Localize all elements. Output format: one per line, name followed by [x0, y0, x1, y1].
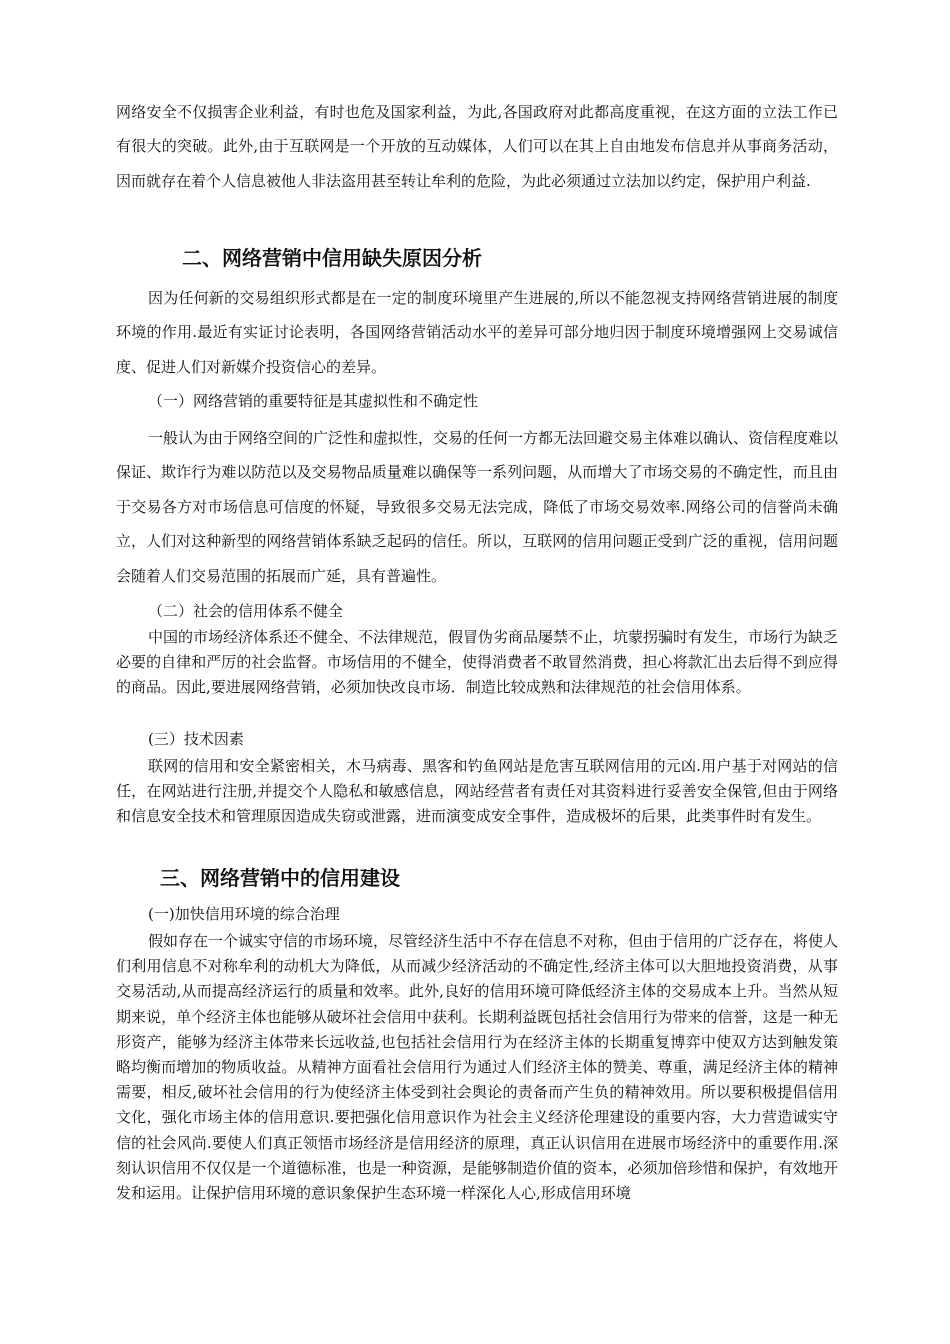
- subsection-2-3-title: (三）技术因素: [148, 730, 244, 748]
- subsection-2-1-title: （一）网络营销的重要特征是其虚拟性和不确定性: [148, 392, 479, 410]
- subsection-2-3-body: 联网的信用和安全紧密相关，木马病毒、黑客和钓鱼网站是危害互联网信用的元凶.用户基于对网站的信任，在网站进行注册,并提交个人隐私和敏感信息，网站经营者有责任对其资料进行妥善安全保管,但由于网络和信息安全技术和管理原因造成失窃或泄露，进而演变成安全事件，造成极坏的后果，此类事件时有发生。: [116, 757, 838, 826]
- section-2-intro-paragraph: 因为任何新的交易组织形式都是在一定的制度环境里产生进展的,所以不能忽视支持网络营销进展的制度环境的作用.最近有实证讨论表明，各国网络营销活动水平的差异可部分地归因于制度环境增强网上交易诚信度、促进人们对新媒介投资信心的差异。: [116, 289, 838, 376]
- intro-paragraph: 网络安全不仅损害企业利益，有时也危及国家利益，为此,各国政府对此都高度重视，在这方面的立法工作已有很大的突破。此外,由于互联网是一个开放的互动媒体，人们可以在其上自由地发布信息并从事商务活动，因而就存在着个人信息被他人非法盗用甚至转让牟利的危险，为此必须通过立法加以约定，保护用户利益.: [116, 103, 838, 190]
- subsection-2-2-body: 中国的市场经济体系还不健全、不法律规范，假冒伪劣商品屡禁不止，坑蒙拐骗时有发生，市场行为缺乏必要的自律和严厉的社会监督。市场信用的不健全，使得消费者不敢冒然消费，担心将款汇出去后得不到应得的商品。因此,要进展网络营销，必须加快改良市场．制造比较成熟和法律规范的社会信用体系。: [116, 628, 839, 697]
- subsection-2-1-body: 一般认为由于网络空间的广泛性和虚拟性，交易的任何一方都无法回避交易主体难以确认、资信程度难以保证、欺诈行为难以防范以及交易物品质量难以确保等一系列问题，从而增大了市场交易的不确定性，而且由于交易各方对市场信息可信度的怀疑，导致很多交易无法完成，降低了市场交易效率.网络公司的信誉尚未确立，人们对这种新型的网络营销体系缺乏起码的信任。所以，互联网的信用问题正受到广泛的重视，信用问题会随着人们交易范围的拓展而广延，具有普遍性。: [116, 429, 839, 585]
- section-2-heading: 二、网络营销中信用缺失原因分析: [182, 246, 482, 270]
- subsection-3-1-title: (一)加快信用环境的综合治理: [148, 905, 340, 923]
- subsection-2-2-title: （二）社会的信用体系不健全: [148, 602, 344, 620]
- subsection-3-1-body: 假如存在一个诚实守信的市场环境，尽管经济生活中不存在信息不对称，但由于信用的广泛存在，将使人们利用信息不对称牟利的动机大为降低，从而减少经济活动的不确定性,经济主体可以大胆地投资消费，从事交易活动,从而提高经济运行的质量和效率。此外,良好的信用环境可降低经济主体的交易成本上升。当然从短期来说，单个经济主体也能够从破坏社会信用中获利。长期利益既包括社会信用行为带来的信誉，这是一种无形资产，能够为经济主体带来长远收益,也包括社会信用行为在经济主体的长期重复博弈中使双方达到触发策略均衡而增加的物质收益。从精神方面看社会信用行为通过人们经济主体的赞美、尊重，满足经济主体的精神需要，相反,破坏社会信用的行为使经济主体受到社会舆论的责备而产生负的精神效用。所以要积极提倡信用文化，强化市场主体的信用意识.要把强化信用意识作为社会主义经济伦理建设的重要内容，大力营造诚实守信的社会风尚.要使人们真正领悟市场经济是信用经济的原理，真正认识信用在进展市场经济中的重要作用.深刻认识信用不仅仅是一个道德标准，也是一种资源，是能够制造价值的资本，必须加倍珍惜和保护，有效地开发和运用。让保护信用环境的意识象保护生态环境一样深化人心,形成信用环境: [116, 932, 839, 1203]
- section-3-heading: 三、网络营销中的信用建设: [160, 866, 400, 890]
